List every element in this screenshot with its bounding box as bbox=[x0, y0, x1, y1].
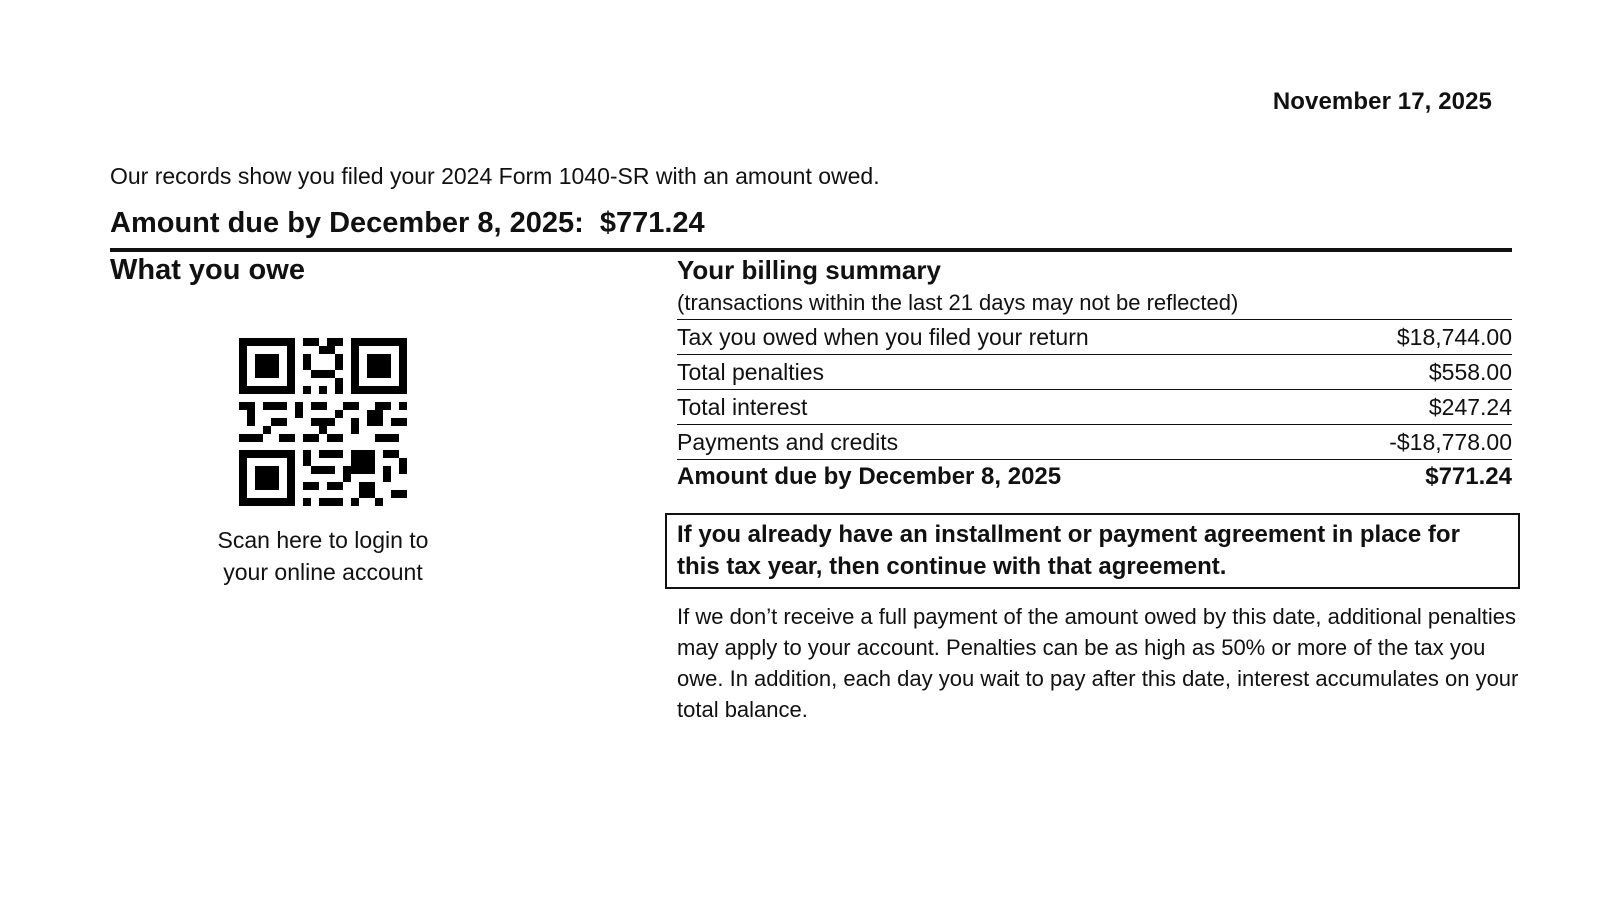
penalty-warning-text: If we don’t receive a full payment of the amount owed by this date, additional penalties may apply to your account. Penalties can be as high as 50% or more of the tax you owe. In addition, each day you wait to pay after this date, interest accumulates on your total balance. bbox=[677, 604, 1519, 722]
billing-row-interest bbox=[677, 390, 1512, 425]
billing-row-payments-credits bbox=[677, 425, 1512, 460]
records-statement: Our records show you filed your 2024 Form 1040-SR with an amount owed. bbox=[110, 163, 880, 189]
billing-total-amount: $771.24 bbox=[1425, 463, 1512, 490]
billing-row-amount: $558.00 bbox=[1428, 358, 1512, 385]
billing-row-label: Total interest bbox=[677, 393, 808, 420]
billing-total-label: Amount due by December 8, 2025 bbox=[677, 463, 1062, 490]
qr-code-icon[interactable] bbox=[239, 338, 407, 506]
billing-row-label: Tax you owed when you filed your return bbox=[677, 323, 1089, 350]
billing-row-amount: $18,744.00 bbox=[1396, 323, 1512, 350]
amount-due-heading-amount: $771.24 bbox=[599, 207, 705, 239]
heading-divider bbox=[110, 248, 1512, 252]
agreement-notice-box: If you already have an installment or payment agreement in place for this tax year, then continue with that agreement. bbox=[665, 513, 1520, 589]
billing-row-penalties bbox=[677, 355, 1512, 390]
qr-caption-line-2: your online account bbox=[223, 559, 423, 585]
qr-caption-line-1: Scan here to login to bbox=[217, 527, 429, 553]
billing-row-amount: $247.24 bbox=[1428, 393, 1512, 420]
amount-due-heading-label: Amount due by December 8, 2025: bbox=[110, 207, 584, 239]
qr-caption bbox=[160, 524, 486, 588]
billing-row-tax-owed bbox=[677, 320, 1512, 355]
what-you-owe-title: What you owe bbox=[110, 254, 305, 286]
amount-due-heading bbox=[110, 207, 705, 240]
billing-row-label: Payments and credits bbox=[677, 428, 899, 455]
billing-row-amount: -$18,778.00 bbox=[1389, 428, 1512, 455]
billing-row-label: Total penalties bbox=[677, 358, 825, 385]
billing-summary-table bbox=[677, 319, 1512, 494]
billing-row-amount-due-total bbox=[677, 460, 1512, 494]
notice-date: November 17, 2025 bbox=[1272, 88, 1492, 115]
billing-summary-title: Your billing summary bbox=[677, 255, 941, 285]
billing-summary-note: (transactions within the last 21 days may not be reflected) bbox=[677, 290, 1239, 315]
